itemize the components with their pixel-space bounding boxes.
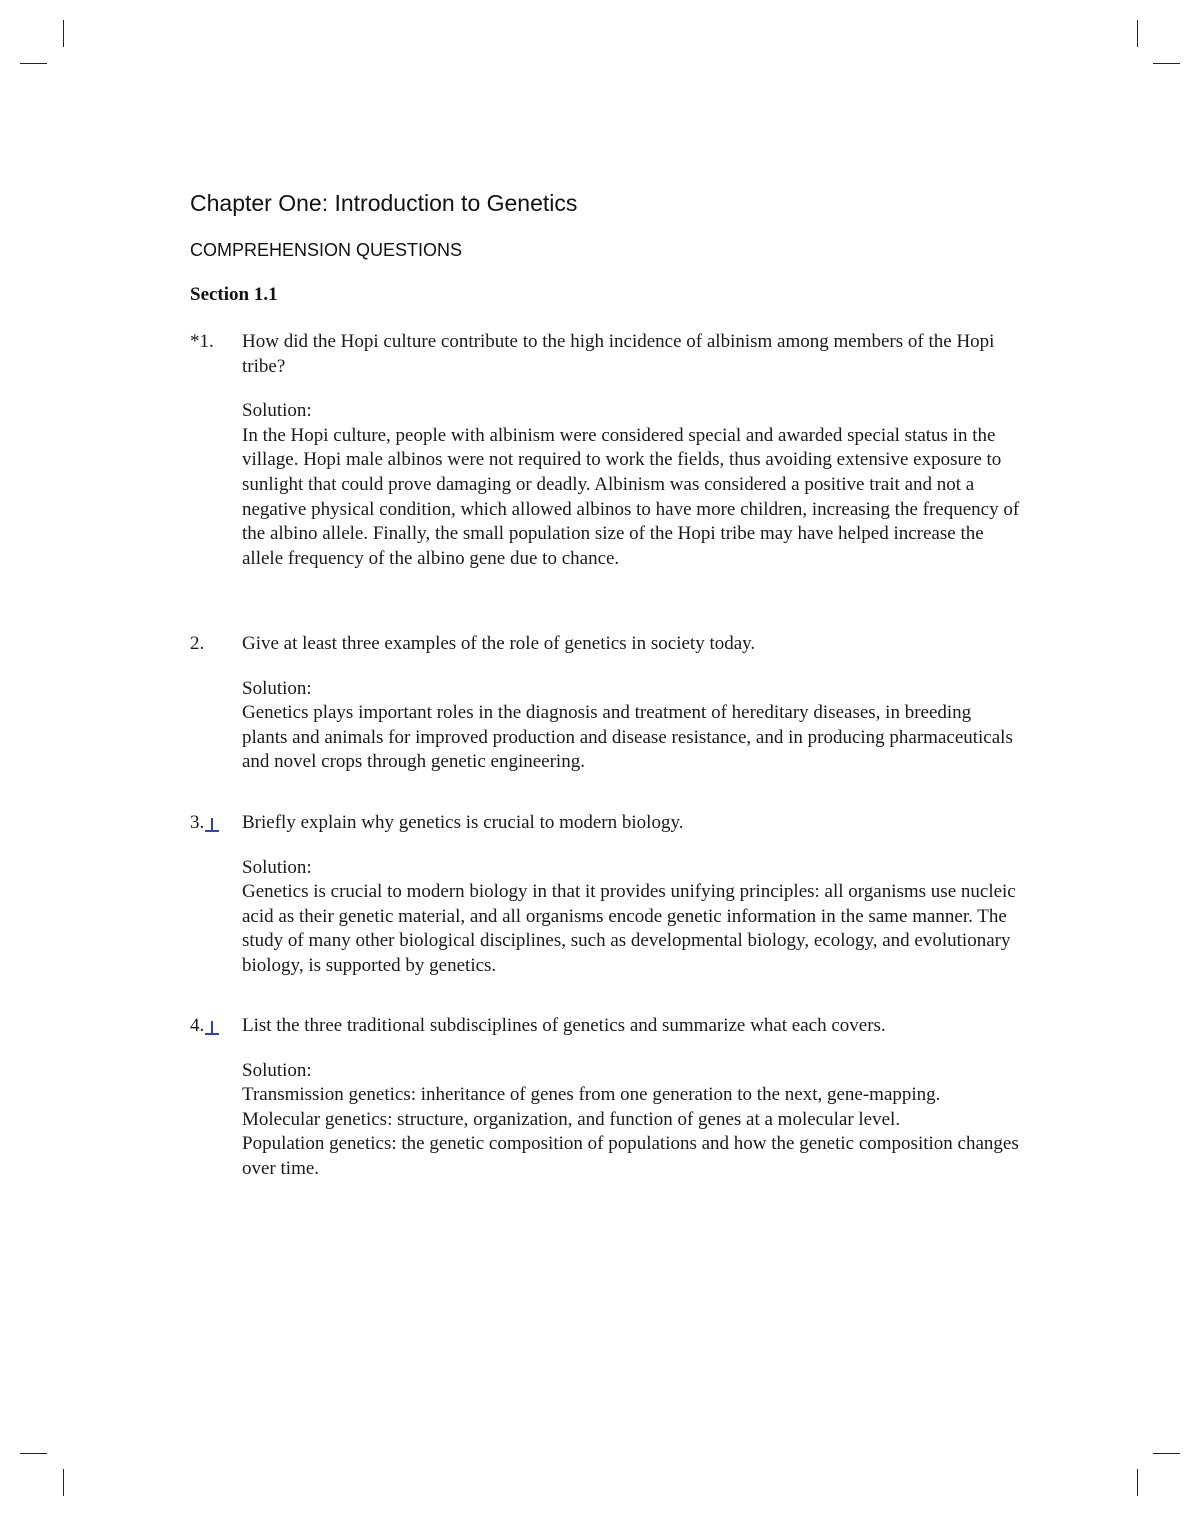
crop-mark-top-left-horizontal	[20, 63, 47, 64]
question-number-wrap	[190, 811, 242, 836]
comment-anchor-icon[interactable]	[205, 1021, 219, 1035]
solution-line: Molecular genetics: structure, organization, and function of genes at a molecular level.	[242, 1108, 901, 1130]
section-heading: Section 1.1	[190, 284, 278, 305]
crop-mark-top-right-vertical	[1137, 20, 1138, 47]
solution-label: Solution:	[242, 677, 312, 699]
question-text: How did the Hopi culture contribute to the high incidence of albinism among members of the Hopi tribe?	[242, 331, 995, 377]
crop-mark-bottom-right-horizontal	[1153, 1453, 1180, 1454]
solution-label: Solution:	[242, 1059, 312, 1081]
solution-line: Transmission genetics: inheritance of genes from one generation to the next, gene-mapping.	[242, 1084, 941, 1106]
solution-text: In the Hopi culture, people with albinism were considered special and awarded special status in the village. Hopi male albinos were not required to work the fields, thus avoiding extensive exposure to sunlight that could prove damaging or deadly. Albinism was considered a positive trait and not a negative physical condition, which allowed albinos to have more children, increasing the frequency of the albino allele. Finally, the small population size of the Hopi tribe may have helped increase the allele frequency of the albino gene due to chance.	[242, 424, 1020, 569]
crop-mark-top-right-horizontal	[1153, 63, 1180, 64]
question-number-wrap	[190, 1014, 242, 1039]
question-number: 4.	[190, 1015, 205, 1036]
solution-line: Population genetics: the genetic composition of populations and how the genetic composition changes over time.	[242, 1133, 1019, 1179]
crop-mark-bottom-right-vertical	[1137, 1469, 1138, 1496]
question-3	[190, 811, 1020, 979]
solution-text: Genetics plays important roles in the diagnosis and treatment of hereditary diseases, in breeding plants and animals for improved production and disease resistance, and in producing pharmaceuticals and novel crops through genetic engineering.	[242, 702, 1013, 773]
crop-mark-bottom-left-vertical	[63, 1469, 64, 1496]
question-2	[190, 632, 1020, 775]
question-text: Give at least three examples of the role of genetics in society today.	[242, 633, 756, 654]
question-text: List the three traditional subdisciplines of genetics and summarize what each covers.	[242, 1015, 886, 1036]
chapter-title: Chapter One: Introduction to Genetics	[190, 190, 578, 216]
crop-mark-top-left-vertical	[63, 20, 64, 47]
comment-anchor-icon[interactable]	[205, 818, 219, 832]
question-number: 3.	[190, 812, 205, 833]
question-text: Briefly explain why genetics is crucial to modern biology.	[242, 812, 684, 833]
comprehension-heading: COMPREHENSION QUESTIONS	[190, 240, 463, 260]
question-4	[190, 1014, 1020, 1182]
question-number: 2.	[190, 633, 205, 654]
solution-label: Solution:	[242, 400, 312, 422]
solution-text: Genetics is crucial to modern biology in that it provides unifying principles: all organisms use nucleic acid as their genetic material, and all organisms encode genetic information in the same manner. The study of many other biological disciplines, such as developmental biology, ecology, and evolutionary biology, is supported by genetics.	[242, 881, 1016, 976]
crop-mark-bottom-left-horizontal	[20, 1453, 47, 1454]
question-number: *1.	[190, 331, 214, 352]
solution-label: Solution:	[242, 856, 312, 878]
question-1	[190, 330, 1020, 571]
